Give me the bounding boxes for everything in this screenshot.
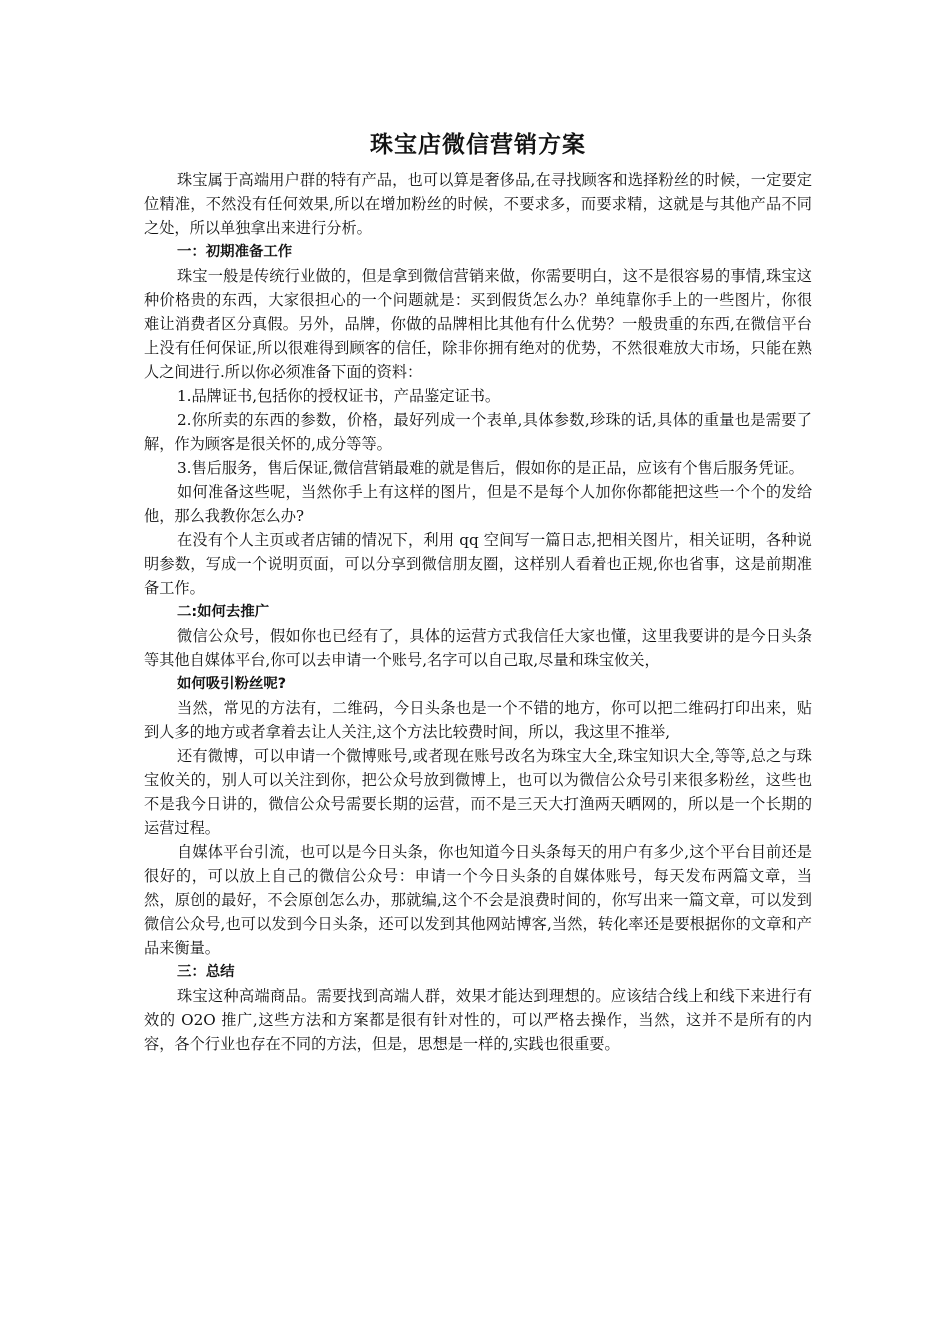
body-paragraph: 微信公众号，假如你也已经有了，具体的运营方式我信任大家也懂，这里我要讲的是今日头条等其他自媒体平台,你可以去申请一个账号,名字可以自己取,尽量和珠宝攸关， (144, 627, 812, 669)
body-paragraph: 在没有个人主页或者店铺的情况下，利用 qq 空间写一篇日志,把相关图片，相关证明，各种说明参数，写成一个说明页面，可以分享到微信朋友圈，这样别人看着也正规,你也省事，这是前期准备工作。 (144, 531, 812, 597)
body-paragraph: 珠宝一般是传统行业做的，但是拿到微信营销来做，你需要明白，这不是很容易的事情,珠宝这种价格贵的东西，大家很担心的一个问题就是：买到假货怎么办？单纯靠你手上的一些图片，你很难让消费者区分真假。另外，品牌，你做的品牌相比其他有什么优势？一般贵重的东西,在微信平台上没有任何保证,所以很难得到顾客的信任，除非你拥有绝对的优势，不然很难放大市场，只能在熟人之间进行.所以你必须准备下面的资料： (144, 267, 812, 381)
body-paragraph: 还有微博，可以申请一个微博账号,或者现在账号改名为珠宝大全,珠宝知识大全,等等,总之与珠宝攸关的，别人可以关注到你，把公众号放到微博上，也可以为微信公众号引来很多粉丝，这些也不是我今日讲的，微信公众号需要长期的运营，而不是三天大打渔两天晒网的，所以是一个长期的运营过程。 (144, 747, 812, 837)
body-paragraph: 珠宝属于高端用户群的特有产品，也可以算是奢侈品,在寻找顾客和选择粉丝的时候，一定要定位精准，不然没有任何效果,所以在增加粉丝的时候，不要求多，而要求精，这就是与其他产品不同之处，所以单独拿出来进行分析。 (144, 171, 812, 237)
body-paragraph: 2.你所卖的东西的参数，价格，最好列成一个表单,具体参数,珍珠的话,具体的重量也是需要了解，作为顾客是很关怀的,成分等等。 (144, 411, 812, 453)
body-paragraph: 珠宝这种高端商品。需要找到高端人群，效果才能达到理想的。应该结合线上和线下来进行有效的 O2O 推广,这些方法和方案都是很有针对性的，可以严格去操作，当然，这并不是所有的内容，各个行业也存在不同的方法，但是，思想是一样的,实践也很重要。 (144, 987, 812, 1053)
body-paragraph: 3.售后服务，售后保证,微信营销最难的就是售后，假如你的是正品，应该有个售后服务凭证。 (177, 459, 804, 477)
section-heading: 三：总结 (177, 964, 235, 980)
body-paragraph: 自媒体平台引流，也可以是今日头条，你也知道今日头条每天的用户有多少,这个平台目前还是很好的，可以放上自己的微信公众号：申请一个今日头条的自媒体账号，每天发布两篇文章，当然，原创的最好，不会原创怎么办，那就编,这个不会是浪费时间的，你写出来一篇文章，可以发到微信公众号,也可以发到今日头条，还可以发到其他网站博客,当然，转化率还是要根据你的文章和产品来衡量。 (144, 843, 812, 957)
body-paragraph: 如何准备这些呢，当然你手上有这样的图片，但是不是每个人加你你都能把这些一个个的发给他，那么我教你怎么办? (144, 483, 812, 525)
document-page (144, 128, 812, 1056)
section-heading: 一：初期准备工作 (177, 244, 293, 260)
document-title: 珠宝店微信营销方案 (370, 132, 586, 158)
section-heading: 如何吸引粉丝呢? (177, 676, 287, 692)
section-heading: 二:如何去推广 (177, 604, 270, 620)
document-body (144, 168, 812, 1056)
body-paragraph: 1.品牌证书,包括你的授权证书，产品鉴定证书。 (177, 387, 501, 405)
body-paragraph: 当然，常见的方法有，二维码，今日头条也是一个不错的地方，你可以把二维码打印出来，贴到人多的地方或者拿着去让人关注,这个方法比较费时间，所以，我这里不推举, (144, 699, 812, 741)
